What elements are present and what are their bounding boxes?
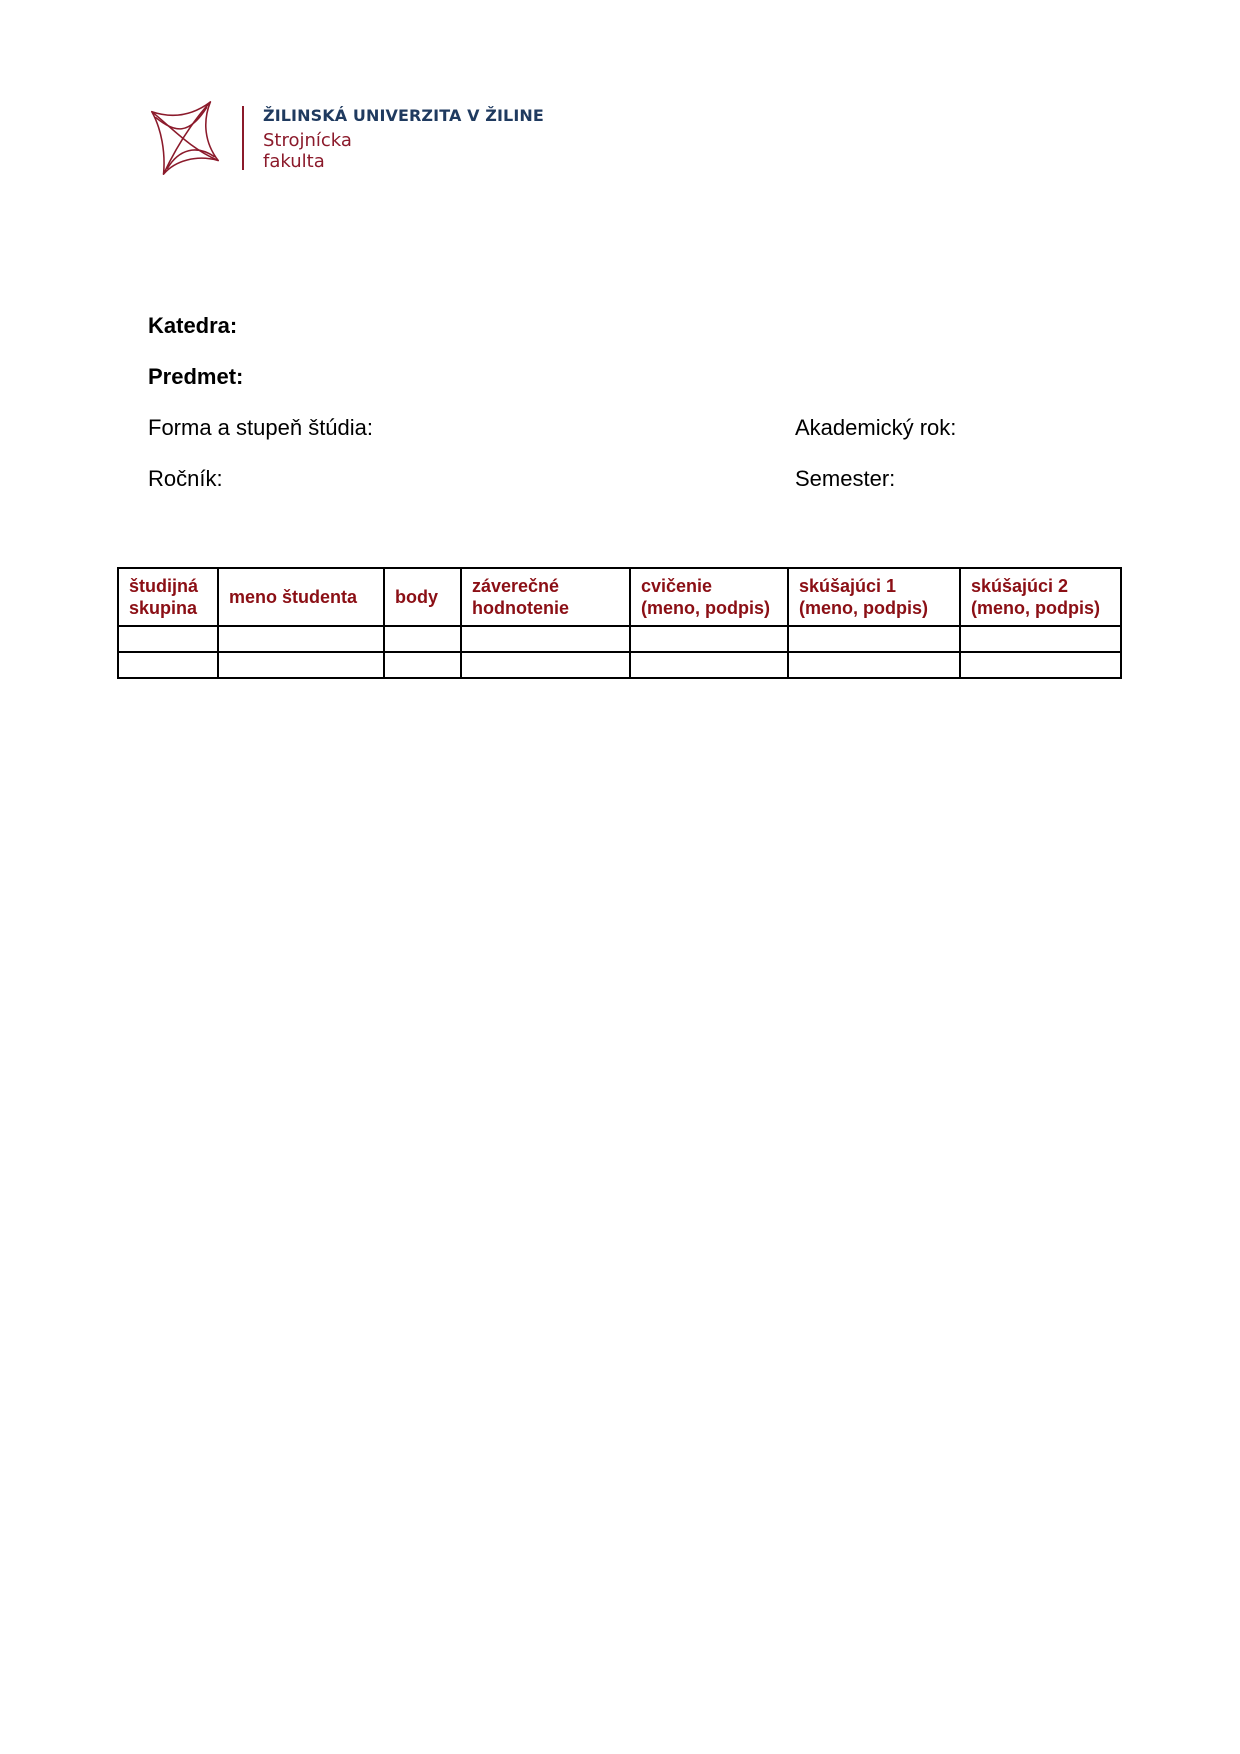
table-row <box>118 652 1121 678</box>
table-cell[interactable] <box>630 652 788 678</box>
col-header-skusajuci-2 <box>960 568 1121 626</box>
col-header-line: študijná <box>129 576 199 596</box>
katedra-label: Katedra: <box>148 313 238 338</box>
col-header-line: skupina <box>129 598 198 618</box>
faculty-name-line1: Strojnícka <box>263 130 352 151</box>
table-cell[interactable] <box>960 652 1121 678</box>
faculty-name-line2: fakulta <box>263 151 325 172</box>
table-cell[interactable] <box>218 626 384 652</box>
col-header-body <box>384 568 461 626</box>
col-header-line: (meno, podpis) <box>641 598 770 618</box>
rocnik-label: Ročník: <box>148 466 223 491</box>
col-header-meno-studenta <box>218 568 384 626</box>
table-cell[interactable] <box>630 626 788 652</box>
semester-label: Semester: <box>795 466 896 491</box>
col-header-line: body <box>395 587 438 607</box>
col-header-line: (meno, podpis) <box>971 598 1100 618</box>
table-cell[interactable] <box>461 626 630 652</box>
col-header-cvicenie <box>630 568 788 626</box>
university-emblem-icon <box>146 100 224 178</box>
logo-divider <box>242 106 244 170</box>
grades-table <box>117 567 1122 679</box>
university-name: ŽILINSKÁ UNIVERZITA V ŽILINE <box>263 106 544 125</box>
predmet-label: Predmet: <box>148 364 244 389</box>
table-cell[interactable] <box>960 626 1121 652</box>
university-logo <box>146 100 546 180</box>
col-header-skusajuci-1 <box>788 568 960 626</box>
col-header-line: záverečné <box>472 576 560 596</box>
akademicky-rok-label: Akademický rok: <box>795 415 957 440</box>
forma-studia-label: Forma a stupeň štúdia: <box>148 415 374 440</box>
faculty-name <box>263 130 383 172</box>
table-cell[interactable] <box>384 626 461 652</box>
col-header-line: (meno, podpis) <box>799 598 928 618</box>
col-header-line: meno študenta <box>229 587 358 607</box>
col-header-studijna-skupina <box>118 568 218 626</box>
col-header-line: skúšajúci 1 <box>799 576 897 596</box>
col-header-line: skúšajúci 2 <box>971 576 1069 596</box>
table-cell[interactable] <box>118 626 218 652</box>
col-header-line: hodnotenie <box>472 598 569 618</box>
table-cell[interactable] <box>788 652 960 678</box>
table-cell[interactable] <box>118 652 218 678</box>
table-cell[interactable] <box>384 652 461 678</box>
table-cell[interactable] <box>461 652 630 678</box>
col-header-zaverecne-hodnotenie <box>461 568 630 626</box>
table-cell[interactable] <box>218 652 384 678</box>
col-header-line: cvičenie <box>641 576 713 596</box>
table-cell[interactable] <box>788 626 960 652</box>
table-row <box>118 626 1121 652</box>
table-header-row <box>118 568 1121 626</box>
